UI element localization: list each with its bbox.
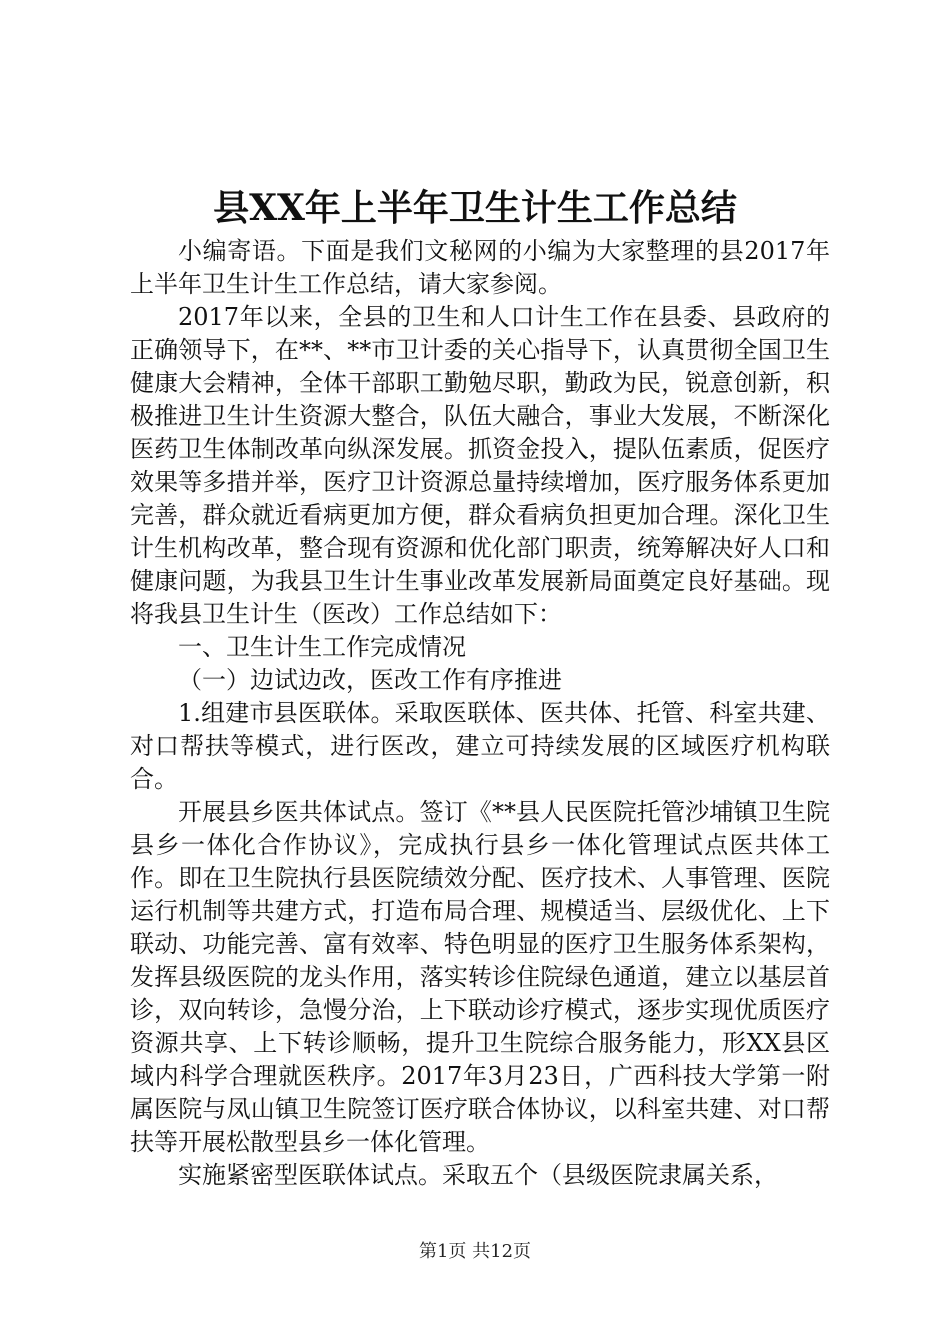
paragraph-item-1: 1.组建市县医联体。采取医联体、医共体、托管、科室共建、对口帮扶等模式，进行医改，建立可持续发展的区域医疗机构联合。 [130, 699, 830, 793]
subsection-heading-1: （一）边试边改，医改工作有序推进 [178, 666, 562, 694]
document-title: 县XX年上半年卫生计生工作总结 [213, 187, 737, 229]
paragraph-overview: 2017年以来，全县的卫生和人口计生工作在县委、县政府的正确领导下，在**、**市卫计委的关心指导下，认真贯彻全国卫生健康大会精神，全体干部职工勤勉尽职，勤政为民，锐意创新，积极推进卫生计生资源大整合，队伍大融合，事业大发展，不断深化医药卫生体制改革向纵深发展。抓资金投入，提队伍素质，促医疗效果等多措并举，医疗卫计资源总量持续增加，医疗服务体系更加完善，群众就近看病更加方便，群众看病负担更加合理。深化卫生计生机构改革，整合现有资源和优化部门职责，统筹解决好人口和健康问题，为我县卫生计生事业改革发展新局面奠定良好基础。现将我县卫生计生（医改）工作总结如下： [130, 303, 830, 628]
page-footer: 第1页 共12页 [418, 1241, 532, 1262]
paragraph-intro: 小编寄语。下面是我们文秘网的小编为大家整理的县2017年上半年卫生计生工作总结，请大家参阅。 [130, 237, 830, 298]
section-heading-1: 一、卫生计生工作完成情况 [178, 633, 466, 661]
paragraph-close-alliance: 实施紧密型医联体试点。采取五个（县级医院隶属关系， [178, 1161, 778, 1189]
document-body [130, 235, 830, 1192]
paragraph-county-pilot: 开展县乡医共体试点。签订《**县人民医院托管沙埔镇卫生院县乡一体化合作协议》，完成执行县乡一体化管理试点医共体工作。即在卫生院执行县医院绩效分配、医疗技术、人事管理、医院运行机制等共建方式，打造布局合理、规模适当、层级优化、上下联动、功能完善、富有效率、特色明显的医疗卫生服务体系架构，发挥县级医院的龙头作用，落实转诊住院绿色通道，建立以基层首诊，双向转诊，急慢分治，上下联动诊疗模式，逐步实现优质医疗资源共享、上下转诊顺畅，提升卫生院综合服务能力，形XX县区域内科学合理就医秩序。2017年3月23日，广西科技大学第一附属医院与凤山镇卫生院签订医疗联合体协议，以科室共建、对口帮扶等开展松散型县乡一体化管理。 [130, 798, 830, 1156]
